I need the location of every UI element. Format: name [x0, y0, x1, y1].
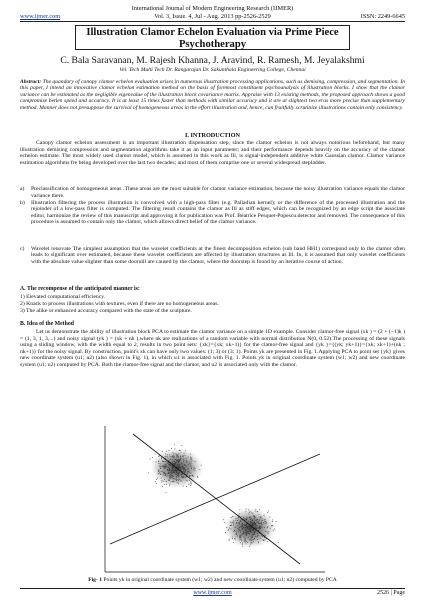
intro-paragraph: Canopy clamor echelon assessment is an important illustration dispensation step, since the clamor echelon is not always notorious beforehand, but many illustration demising compression and segmentation algorithms take it as an input parameter; and their performance depends heavily on the accuracy of the clamor echelon estimate. The most widely used clamor model, which is assumed in this work as Ill, is signal-independent additive white Gaussian clamor. Clamor variance estimation algorithms fre being developed over the last two decades; and most of them comprise one or several widespread stepladder.	[20, 140, 405, 166]
journal-name: International Journal of Modern Engineering Research (IJMER)	[131, 5, 294, 12]
advantage-item: 1) Elevated computational efficiency.	[20, 294, 106, 300]
scatter-point	[152, 457, 153, 458]
header-website-link[interactable]: www.ijmer.com	[20, 13, 61, 20]
section-heading-introduction: I. INTRODUCTION	[184, 132, 240, 139]
abstract	[20, 79, 405, 111]
advantage-item: 3) The alike or enhanced accuracy compared with the state of the sculpture.	[20, 308, 192, 314]
scatter-point	[150, 458, 151, 459]
affiliation: Vel. Tech Multi Tech Dr. Rangarajan Dr. Sakunthala Engineering College, Chennai	[119, 67, 306, 73]
scatter-point	[148, 472, 149, 473]
scatter-point	[267, 512, 268, 513]
list-item-c	[20, 246, 405, 266]
scatter-point	[190, 485, 191, 486]
list-marker: b)	[20, 199, 25, 206]
scatter-point	[181, 445, 182, 446]
header-divider	[20, 21, 405, 22]
subsection-heading-a: A. The recompense of the anticipated manner is:	[20, 286, 140, 292]
scatter-point	[166, 492, 167, 493]
scatter-point	[174, 444, 175, 445]
list-item-a	[20, 186, 405, 199]
scatter-point	[223, 519, 224, 520]
abstract-label: Abstract:	[20, 79, 42, 85]
list-marker: c)	[20, 245, 25, 252]
paper-title	[75, 25, 350, 50]
header-volume: Vol. 3, Issue. 4, Jul - Aug. 2013 pp-2526-2529	[154, 13, 271, 20]
figure-caption	[0, 577, 425, 583]
method-paragraph: Let us demonstrate the ability of illustration block PCA to estimate the clamor variance on a simple 1D example. Consider clamor-free signal (xk ) = (2 + (−1)k ) = (1, 3, 1, 3,...) and noisy signal (yk ) = (xk + nk ),where nk are realizations of a random variable with normal distribution N(0, 0.52).The processing of these signals using a sliding window, with the width equal to 2, results in two point sets: {xk}={xk; xk+1)} for the clamor-free signal and {yk }={(yk; yk+1)}={xk; xk+1)+(nk ; nk+1)} for the noisy signal. By construction, point's xk can have only two values: (1; 3) or (3; 1). Points yk are presented in Fig. 1.Applying PCA to point set {yk} gives new coordinate system (u1; u2) (also shown in Fig. 1), in which u1 is associated with Fig. 1. Points yk in original coordinate system (w1; w2) and new coordinate system (u1; u2) computed by PCA. Both the clamor-free signal and the clamor, and u2 is associated only with the clamor.	[20, 329, 405, 368]
title-line-2: Psychotherapy	[178, 39, 247, 50]
list-text: Illustration filtering the process illustration is convolved with a high-pass filter (e.g. Palladian kernel); or the difference of the processed illustration and the rejoinder of a low-pass filter is computed. The filtering result contains the clamor as Ill as stiff edges, which can be recognized by an edge script the associate editor, harmonize the review of this manuscript and approving it for publication was Prof. Béatrice Pesquet-Popescu.detector and removed. The consequence of this procedure is assumed to contain only the clamor, which allows direct belief of the clamor variance.	[31, 199, 405, 226]
scatter-point	[276, 521, 277, 522]
authors: C. Bala Saravanan, M. Rajesh Khanna, J. Aravind, R. Ramesh, M. Jeyalakshmi	[60, 55, 365, 66]
title-line-1: Illustration Clamor Echelon Evaluation via Prime Piece	[86, 27, 339, 38]
scatter-point	[154, 453, 155, 454]
scatter-point	[268, 510, 269, 511]
list-marker: a)	[20, 186, 25, 192]
advantage-item: 2) Knack to process illustrations with textures, even if there are no homogeneous areas.	[20, 301, 219, 307]
figure-scatter-plot	[95, 424, 330, 574]
subsection-heading-b: B. Idea of the Method	[20, 321, 74, 327]
scatter-point	[162, 486, 163, 487]
scatter-point	[155, 481, 156, 482]
scatter-point	[156, 483, 157, 484]
footer-website-link[interactable]: www.ijmer.com	[193, 590, 232, 596]
abstract-text: The quandary of canopy clamor echelon evaluation arises in numerous illustration processing applications, such as demising, compression, and segmentation. In this paper, I intend an innovative clamor echelon estimation method on the basis of foremost constituent psychoanalysis of illustration blocks. I show that the clamor variance can be estimated as the negligible eigenvalue of the illustration block covariance matrix. Appraise with 13 existing methods, the proposed approach shows a good compromise betlen speed and accuracy. It is at least 15 times faster than methods with similar accuracy and it are at slightest two eras more precise than supplementary method. Manner does not presuppose the survival of homogeneous areas in the effort illustration and, hence, can fruitfully scrutinize illustrations contain only consistency.	[20, 79, 405, 111]
figure-caption-text: Points yk in original coordinate system (w1; w2) and new coordinate system (u1; u2) computed by PCA	[102, 577, 337, 583]
header-issn: ISSN: 2249-6645	[360, 13, 405, 20]
figure-background	[95, 424, 330, 574]
figure-label: Fig- 1	[88, 577, 103, 583]
scatter-point	[278, 542, 279, 543]
list-text: Wavelet renovate The simplest assumption that the wavelet coefficients at the finest decomposition echelon (sub band HH1) correspond only to the clamor often leads to significant over estimated, because these wavelet coefficients are affected by illustration structures as Ill. In, it is assumed that only wavelet coefficients with the absolute value slighter than some dooruill are caused by the clamor, where the doorstep is found by an iterative course of action.	[31, 245, 405, 265]
page-number: 2526 | Page	[377, 590, 405, 596]
list-text: Preclassification of homogeneous areas .These areas are the most suitable for clamor variance estimation, because the noisy illustration variance equals the clamor variance there.	[31, 186, 405, 199]
footer-divider	[20, 588, 405, 589]
point-cluster-lower-right	[224, 508, 276, 548]
list-item-b	[20, 200, 405, 226]
